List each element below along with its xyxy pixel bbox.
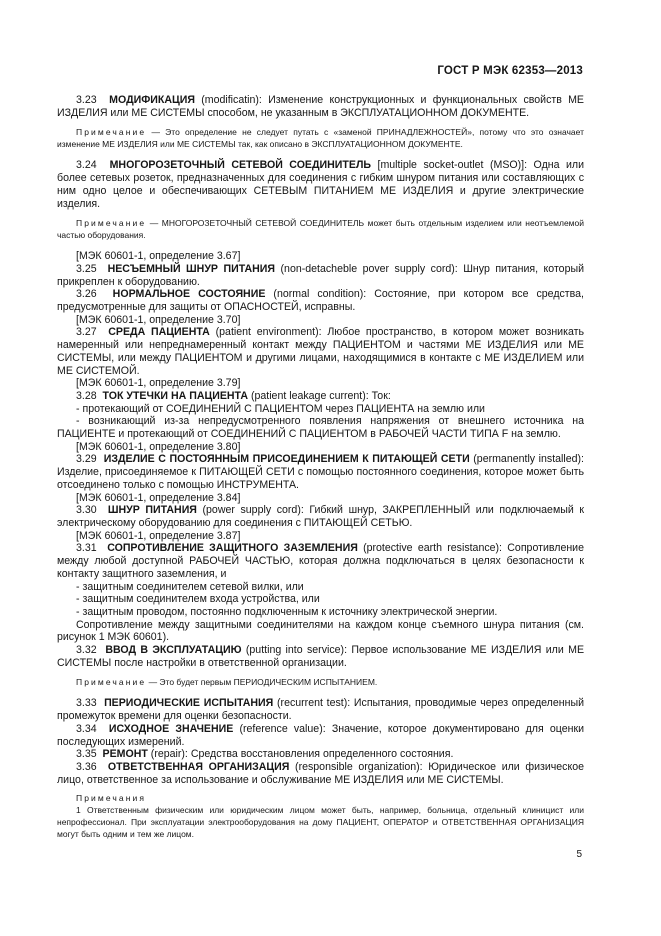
term-definition: (putting into service): Первое использование МЕ ИЗДЕЛИЯ или МЕ СИСТЕМЫ после настройки в ответственной организации. [57,644,585,669]
term-number: 3.26 [76,288,97,301]
note-text: — Это определение не следует путать с «заменой ПРИНАДЛЕЖНОСТЕЙ», потому что это означает изменение МЕ ИЗДЕЛИЯ или МЕ СИСТЕМЫ так, как описано в ЭКСПЛУАТАЦИОННОМ ДОКУМЕНТЕ. [57,127,584,150]
notes-label: Примечания [76,793,147,804]
note-3-32 [57,676,584,688]
note-item: 1 Ответственным физическим или юридическим лицом может быть, например, больница, отдельный клиницист или непрофессионал. При эксплуатации электрооборудования на дому ПАЦИЕНТ, ОПЕРАТОР и ОТВЕТСТВЕННАЯ ОРГАНИЗАЦИЯ могут быть одним и тем же лицом. [57,805,584,840]
list-item: - защитным проводом, постоянно подключенным к источнику электрической энергии. [76,605,498,618]
term-number: 3.34 [76,722,97,735]
term-3-33 [57,697,584,722]
citation-3-26: [МЭК 60601-1, определение 3.70] [76,313,241,326]
term-definition: (permanently installed): Изделие, присоединяемое к ПИТАЮЩЕЙ СЕТИ с помощью постоянного соединения, которое может быть отсоединено только с помощью ИНСТРУМЕНТА. [57,453,584,491]
notes-3-36 [57,792,584,840]
term-3-32 [57,644,584,669]
term-title: РЕМОНТ [102,748,148,761]
term-definition: (modificatin): Изменение конструкционных и функциональных свойств МЕ ИЗДЕЛИЯ или МЕ СИСТЕМЫ способом, не указанным в ЭКСПЛУАТАЦИОННОМ ДОКУМЕНТЕ. [57,94,584,119]
term-title: СРЕДА ПАЦИЕНТА [108,326,210,339]
term-3-26 [57,288,584,313]
term-title: МОДИФИКАЦИЯ [109,94,195,106]
term-title: СОПРОТИВЛЕНИЕ ЗАЩИТНОГО ЗАЗЕМЛЕНИЯ [107,542,358,555]
citation-3-30: [МЭК 60601-1, определение 3.87] [76,529,241,542]
document-id: ГОСТ Р МЭК 62353—2013 [437,65,583,77]
term-3-34 [57,723,584,748]
note-label: Примечание [76,127,147,138]
term-number: 3.33 [76,697,97,710]
term-number: 3.24 [76,159,97,172]
note-label: Примечание [76,677,147,688]
term-title: ВВОД В ЭКСПЛУАТАЦИЮ [105,644,242,657]
term-3-25 [57,263,584,288]
term-title: ИЗДЕЛИЕ С ПОСТОЯННЫМ ПРИСОЕДИНЕНИЕМ К ПИТАЮЩЕЙ СЕТИ [103,453,470,466]
note-3-24 [57,217,584,241]
term-definition: (recurrent test): Испытания, проводимые через определенный промежуток времени для оценки безопасности. [57,697,584,723]
term-number: 3.23 [76,94,97,106]
note-text: — Это будет первым ПЕРИОДИЧЕСКИМ ИСПЫТАНИЕМ. [146,677,378,688]
term-definition: (protective earth resistance): Сопротивление между любой доступной РАБОЧЕЙ ЧАСТЬЮ, которая должна подключаться в целях безопасности к контакту защитного заземления, и [57,542,584,580]
term-title: ШНУР ПИТАНИЯ [107,504,197,517]
term-3-23 [57,94,584,119]
term-number: 3.27 [76,326,97,339]
note-label: Примечание [76,218,147,229]
term-definition: (patient leakage current): Ток: [248,389,391,402]
term-definition: (repair): Средства восстановления определенного состояния. [147,748,454,761]
term-3-31 [57,542,584,580]
term-definition: [multiple socket-outlet (MSO)]: Одна или более сетевых розеток, предназначенных для соединения с гибким шнуром питания или составляющих с ним одно целое и обеспечивающих СЕТЕВЫМ ПИТАНИЕМ МЕ ИЗДЕЛИЯ и другие электрические изделия. [57,159,584,210]
term-3-30 [57,504,584,529]
term-title: НОРМАЛЬНОЕ СОСТОЯНИЕ [112,288,266,301]
term-title: НЕСЪЕМНЫЙ ШНУР ПИТАНИЯ [107,262,276,275]
term-3-36 [57,761,584,786]
term-title: ПЕРИОДИЧЕСКИЕ ИСПЫТАНИЯ [104,697,274,710]
term-3-28 [57,390,584,403]
term-definition: (reference value): Значение, которое документировано для оценки последующих измерений. [57,722,584,748]
term-3-29 [57,453,584,491]
term-number: 3.32 [76,644,97,657]
term-3-35 [57,748,584,761]
citation-3-29: [МЭК 60601-1, определение 3.84] [76,491,241,504]
term-title: МНОГОРОЗЕТОЧНЫЙ СЕТЕВОЙ СОЕДИНИТЕЛЬ [109,159,372,172]
list-item: - протекающий от СОЕДИНЕНИЙ С ПАЦИЕНТОМ через ПАЦИЕНТА на землю или [76,402,485,415]
term-definition: (normal condition): Состояние, при котором все средства, предусмотренные для защиты от ОПАСНОСТЕЙ, исправны. [57,288,584,314]
term-3-24 [57,159,584,210]
citation-3-27: [МЭК 60601-1, определение 3.79] [76,377,241,390]
term-number: 3.31 [76,542,97,555]
list-item: - защитным соединителем входа устройства, или [76,593,320,606]
list-item: - защитным соединителем сетевой вилки, или [76,580,304,593]
term-number: 3.35 [76,748,97,761]
term-definition: (power supply cord): Гибкий шнур, ЗАКРЕПЛЕННЫЙ или подключаемый к электрическому оборудованию для соединения с ПИТАЮЩЕЙ СЕТЬЮ. [57,504,584,529]
citation-3-24: [МЭК 60601-1, определение 3.67] [76,250,241,263]
term-definition: (responsible organization): Юридическое или физическое лицо, ответственное за использование и обслуживание МЕ ИЗДЕЛИЯ или МЕ СИСТЕМЫ. [57,760,585,786]
term-definition: (patient environment): Любое пространство, в котором может возникать намеренный или непреднамеренный контакт между ПАЦИЕНТОМ и частями МЕ ИЗДЕЛИЯ или МЕ СИСТЕМЫ, или между ПАЦИЕНТОМ и другими лицами, находящимися в контакте с МЕ ИЗДЕЛИЕМ или МЕ СИСТЕМОЙ. [57,326,585,377]
citation-3-28: [МЭК 60601-1, определение 3.80] [76,440,241,453]
term-number: 3.29 [76,453,97,466]
note-3-23 [57,126,584,150]
term-title: ИСХОДНОЕ ЗНАЧЕНИЕ [108,722,234,735]
list-item: - возникающий из-за непредусмотренного появления напряжения от внешнего источника на ПАЦИЕНТЕ и протекающий от СОЕДИНЕНИЙ С ПАЦИЕНТОМ в РАБОЧЕЙ ЧАСТИ ТИПА F на землю. [57,415,584,441]
term-number: 3.30 [76,504,97,517]
note-text: — МНОГОРОЗЕТОЧНЫЙ СЕТЕВОЙ СОЕДИНИТЕЛЬ может быть отдельным изделием или неотъемлемой частью оборудования. [57,218,584,241]
document-body [57,94,584,840]
paragraph-3-31: Сопротивление между защитными соединителями на каждом конце съемного шнура питания (см. рисунок 1 МЭК 60601). [57,618,584,644]
term-number: 3.28 [76,389,97,402]
term-number: 3.36 [76,760,97,773]
page-number: 5 [576,849,582,860]
term-title: ТОК УТЕЧКИ НА ПАЦИЕНТА [102,389,248,402]
term-title: ОТВЕТСТВЕННАЯ ОРГАНИЗАЦИЯ [107,760,290,773]
term-number: 3.25 [76,262,97,275]
term-definition: (non-detacheble pover supply cord): Шнур питания, который прикреплен к оборудованию. [57,262,584,288]
term-3-27 [57,326,584,377]
